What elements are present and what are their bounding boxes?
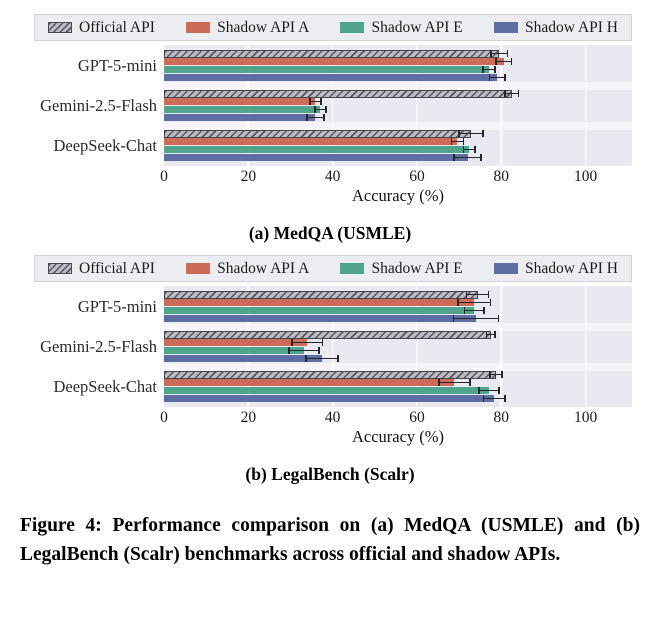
error-bar-cap-right <box>498 315 500 322</box>
legend-item-shadow-api-a <box>186 19 309 37</box>
error-bar-cap-right <box>504 74 506 81</box>
error-bar-cap-right <box>504 395 506 402</box>
error-bar <box>438 379 470 386</box>
gridline <box>501 286 503 407</box>
legend-label: Official API <box>79 18 155 36</box>
bar-shadow-api-a <box>164 98 315 105</box>
bar-shadow-api-a <box>164 138 457 145</box>
error-bar-cap-right <box>323 114 325 121</box>
error-bar-cap-left <box>504 90 506 97</box>
error-bar-cap-right <box>463 138 465 145</box>
bar-shadow-api-a <box>164 379 454 386</box>
legend-label: Shadow API H <box>524 18 618 36</box>
error-bar <box>486 331 496 338</box>
x-tick-label: 20 <box>240 409 257 426</box>
subcaption-b: (b) LegalBench (Scalr) <box>245 464 415 484</box>
error-bar-cap-left <box>490 50 492 57</box>
error-bar-cap-left <box>466 291 468 298</box>
group-separator-band <box>164 82 632 90</box>
error-bar <box>483 395 506 402</box>
error-bar-line <box>490 53 509 55</box>
error-bar-cap-right <box>482 130 484 137</box>
bar-official-api <box>164 90 512 98</box>
subcaption-a: (a) MedQA (USMLE) <box>248 223 412 243</box>
bar-shadow-api-a <box>164 58 504 65</box>
error-bar-line <box>457 302 491 304</box>
error-bar-cap-right <box>480 154 482 161</box>
group-separator-band <box>164 363 632 371</box>
bar-shadow-api-e <box>164 307 474 314</box>
x-tick-label: 0 <box>160 409 168 426</box>
error-bar-cap-right <box>501 371 503 378</box>
bar-shadow-api-h <box>164 315 476 322</box>
bar-shadow-api-e <box>164 347 304 354</box>
x-tick-label: 0 <box>160 168 168 185</box>
legend-item-shadow-api-a <box>186 260 309 278</box>
group-separator-band <box>164 323 632 331</box>
bar-official-api <box>164 50 499 58</box>
error-bar-cap-left <box>463 146 465 153</box>
error-bar-cap-right <box>469 379 471 386</box>
error-bar <box>288 347 320 354</box>
error-bar-cap-left <box>309 98 311 105</box>
error-bar-line <box>483 398 506 400</box>
legend-label: Official API <box>79 259 155 277</box>
error-bar-cap-right <box>483 307 485 314</box>
bar-shadow-api-h <box>164 395 494 402</box>
error-bar-cap-left <box>486 331 488 338</box>
error-bar-line <box>305 358 339 360</box>
shadow-api-h-swatch-icon <box>494 22 518 33</box>
error-bar-cap-right <box>337 355 339 362</box>
bar-shadow-api-a <box>164 299 474 306</box>
bar-shadow-api-e <box>164 106 320 113</box>
error-bar-line <box>464 310 485 312</box>
bar-official-api <box>164 331 491 339</box>
error-bar-cap-left <box>453 315 455 322</box>
x-axis <box>160 166 632 185</box>
bar-shadow-api-h <box>164 154 468 161</box>
legend-label: Shadow API A <box>217 259 310 277</box>
error-bar-cap-right <box>474 146 476 153</box>
error-bar-line <box>306 117 325 119</box>
error-bar-cap-right <box>511 58 513 65</box>
error-bar-line <box>458 133 483 135</box>
figure-caption: Figure 4: Performance comparison on (a) MedQA (USMLE) and (b) LegalBench (Scalr) benchmarks across official and shadow APIs. <box>20 515 640 566</box>
y-axis-label: GPT-5-mini <box>77 297 157 316</box>
error-bar-cap-left <box>457 299 459 306</box>
legend-label: Shadow API E <box>371 259 463 277</box>
error-bar-cap-right <box>498 387 500 394</box>
bar-shadow-api-h <box>164 74 497 81</box>
error-bar-cap-left <box>478 387 480 394</box>
x-axis <box>160 407 632 426</box>
error-bar-cap-left <box>482 66 484 73</box>
y-axis-label: GPT-5-mini <box>77 56 157 75</box>
error-bar-cap-right <box>494 66 496 73</box>
legend-item-shadow-api-e <box>340 19 462 37</box>
error-bar <box>489 74 506 81</box>
y-axis-label: Gemini-2.5-Flash <box>40 96 157 115</box>
error-bar <box>314 106 327 113</box>
bar-shadow-api-e <box>164 66 489 73</box>
chart-medqa <box>34 14 632 206</box>
x-tick-label: 40 <box>324 168 341 185</box>
shadow-api-h-swatch-icon <box>494 263 518 274</box>
error-bar <box>489 371 502 378</box>
x-tick-label: 20 <box>240 168 257 185</box>
gridline <box>585 286 587 407</box>
legend-item-shadow-api-h <box>494 19 618 37</box>
error-bar-cap-left <box>438 379 440 386</box>
error-bar-line <box>291 342 323 344</box>
error-bar <box>504 90 519 97</box>
error-bar-line <box>453 157 482 159</box>
error-bar-cap-left <box>451 138 453 145</box>
error-bar <box>457 299 491 306</box>
x-tick-label: 40 <box>324 409 341 426</box>
error-bar-cap-left <box>464 307 466 314</box>
error-bar-cap-right <box>518 90 520 97</box>
error-bar-cap-left <box>453 154 455 161</box>
error-bar-line <box>478 390 500 392</box>
plot-area <box>164 286 632 407</box>
shadow-api-e-swatch-icon <box>340 22 364 33</box>
error-bar <box>463 146 476 153</box>
error-bar-cap-right <box>322 339 324 346</box>
x-tick-label: 60 <box>409 409 425 426</box>
error-bar <box>305 355 339 362</box>
error-bar <box>464 307 485 314</box>
legend-label: Shadow API A <box>217 18 310 36</box>
x-axis-title: Accuracy (%) <box>351 427 445 446</box>
group-separator-band <box>164 122 632 130</box>
gridline <box>585 45 587 166</box>
legend-label: Shadow API H <box>524 259 618 277</box>
official-api-swatch-icon <box>48 22 72 33</box>
error-bar <box>453 154 482 161</box>
official-api-swatch-icon <box>48 263 72 274</box>
legend-label: Shadow API E <box>371 18 463 36</box>
error-bar <box>291 339 323 346</box>
legend-item-shadow-api-e <box>340 260 462 278</box>
shadow-api-e-swatch-icon <box>340 263 364 274</box>
legend <box>34 14 632 41</box>
error-bar-cap-left <box>489 74 491 81</box>
x-tick-label: 100 <box>573 168 598 185</box>
legend-item-shadow-api-h <box>494 260 618 278</box>
bar-shadow-api-a <box>164 339 307 346</box>
error-bar <box>451 138 464 145</box>
error-bar-cap-right <box>490 299 492 306</box>
x-tick-label: 80 <box>493 409 510 426</box>
shadow-api-a-swatch-icon <box>186 263 210 274</box>
bar-official-api <box>164 291 478 299</box>
x-tick-label: 60 <box>409 168 425 185</box>
shadow-api-a-swatch-icon <box>186 22 210 33</box>
error-bar <box>466 291 490 298</box>
error-bar <box>495 58 512 65</box>
legend-item-official-api <box>48 19 155 37</box>
error-bar-cap-right <box>494 331 496 338</box>
error-bar <box>482 66 495 73</box>
x-axis-title: Accuracy (%) <box>351 186 445 205</box>
error-bar-cap-left <box>291 339 293 346</box>
legend-item-official-api <box>48 260 155 278</box>
error-bar <box>458 130 483 137</box>
y-axis-label: DeepSeek-Chat <box>53 136 157 155</box>
error-bar-cap-left <box>305 355 307 362</box>
bar-official-api <box>164 130 471 138</box>
error-bar-line <box>288 350 320 352</box>
y-axis-label: Gemini-2.5-Flash <box>40 337 157 356</box>
y-axis-label: DeepSeek-Chat <box>53 377 157 396</box>
bar-shadow-api-e <box>164 146 469 153</box>
legend <box>34 255 632 282</box>
bar-shadow-api-h <box>164 114 315 121</box>
error-bar-cap-left <box>458 130 460 137</box>
chart-legalbench <box>34 255 632 447</box>
error-bar-cap-right <box>507 50 509 57</box>
error-bar <box>309 98 322 105</box>
error-bar-cap-left <box>288 347 290 354</box>
error-bar-cap-left <box>306 114 308 121</box>
bar-shadow-api-h <box>164 355 322 362</box>
error-bar-cap-right <box>320 98 322 105</box>
plot-area <box>164 45 632 166</box>
x-tick-label: 100 <box>573 409 598 426</box>
y-axis-labels <box>34 45 164 166</box>
x-tick-label: 80 <box>493 168 510 185</box>
y-axis-labels <box>34 286 164 407</box>
error-bar <box>306 114 325 121</box>
error-bar-cap-left <box>314 106 316 113</box>
chart-body <box>34 45 632 166</box>
error-bar-cap-left <box>495 58 497 65</box>
bar-official-api <box>164 371 496 379</box>
error-bar-cap-left <box>489 371 491 378</box>
bar-shadow-api-e <box>164 387 489 394</box>
error-bar <box>490 50 509 57</box>
error-bar <box>453 315 499 322</box>
error-bar-line <box>453 318 499 320</box>
error-bar-line <box>438 382 470 384</box>
chart-body <box>34 286 632 407</box>
error-bar-cap-left <box>483 395 485 402</box>
error-bar-cap-right <box>488 291 490 298</box>
error-bar-cap-right <box>325 106 327 113</box>
error-bar <box>478 387 500 394</box>
error-bar-line <box>466 294 490 296</box>
error-bar-cap-right <box>318 347 320 354</box>
